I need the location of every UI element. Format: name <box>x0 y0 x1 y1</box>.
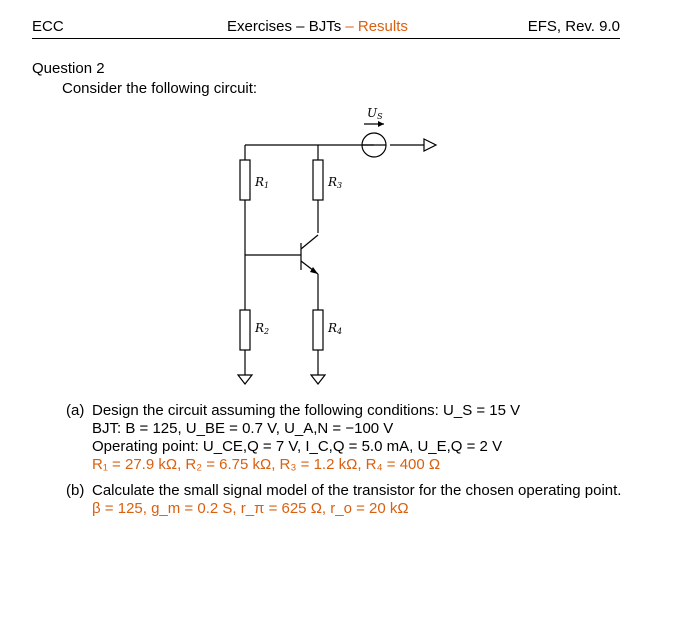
page-header <box>32 16 620 39</box>
output-terminal-icon <box>424 139 436 151</box>
header-title <box>227 18 408 35</box>
header-title-accent: – Results <box>345 18 408 35</box>
part-a-label: (a) <box>66 402 85 419</box>
r4-label: R4 <box>328 321 343 336</box>
circuit-diagram <box>200 100 460 395</box>
r1-label: R1 <box>255 175 270 190</box>
source-label: US <box>367 106 383 121</box>
part-b-label: (b) <box>66 482 85 499</box>
source-arrow-icon <box>378 121 384 127</box>
part-a-line-3: Operating point: U_CE,Q = 7 V, I_C,Q = 5.0 mA, U_E,Q = 2 V <box>92 438 503 455</box>
header-revision: EFS, Rev. 9.0 <box>527 18 620 35</box>
part-b-line-1: Calculate the small signal model of the transistor for the chosen operating point. <box>92 482 622 499</box>
resistor-r1 <box>240 160 250 200</box>
resistor-r4 <box>313 310 323 350</box>
header-course: ECC <box>32 18 64 35</box>
part-b <box>66 482 626 518</box>
part-b-result: β = 125, g_m = 0.2 S, r_π = 625 Ω, r_o = 20 kΩ <box>92 500 409 517</box>
question-parts <box>66 402 626 526</box>
part-a-line-2: BJT: B = 125, U_BE = 0.7 V, U_A,N = −100 V <box>92 420 394 437</box>
resistor-r2 <box>240 310 250 350</box>
r2-label: R2 <box>255 321 270 336</box>
part-a-line-1: Design the circuit assuming the following conditions: U_S = 15 V <box>92 402 521 419</box>
part-a <box>66 402 626 474</box>
header-title-main: Exercises – BJTs <box>227 18 342 35</box>
question-title: Question 2 <box>32 60 105 77</box>
r3-label: R3 <box>328 175 343 190</box>
question-intro: Consider the following circuit: <box>62 80 258 97</box>
ground-icon <box>238 375 252 384</box>
part-a-result: R₁ = 27.9 kΩ, R₂ = 6.75 kΩ, R₃ = 1.2 kΩ, R₄ = 400 Ω <box>92 456 441 473</box>
ground-icon <box>311 375 325 384</box>
resistor-r3 <box>313 160 323 200</box>
